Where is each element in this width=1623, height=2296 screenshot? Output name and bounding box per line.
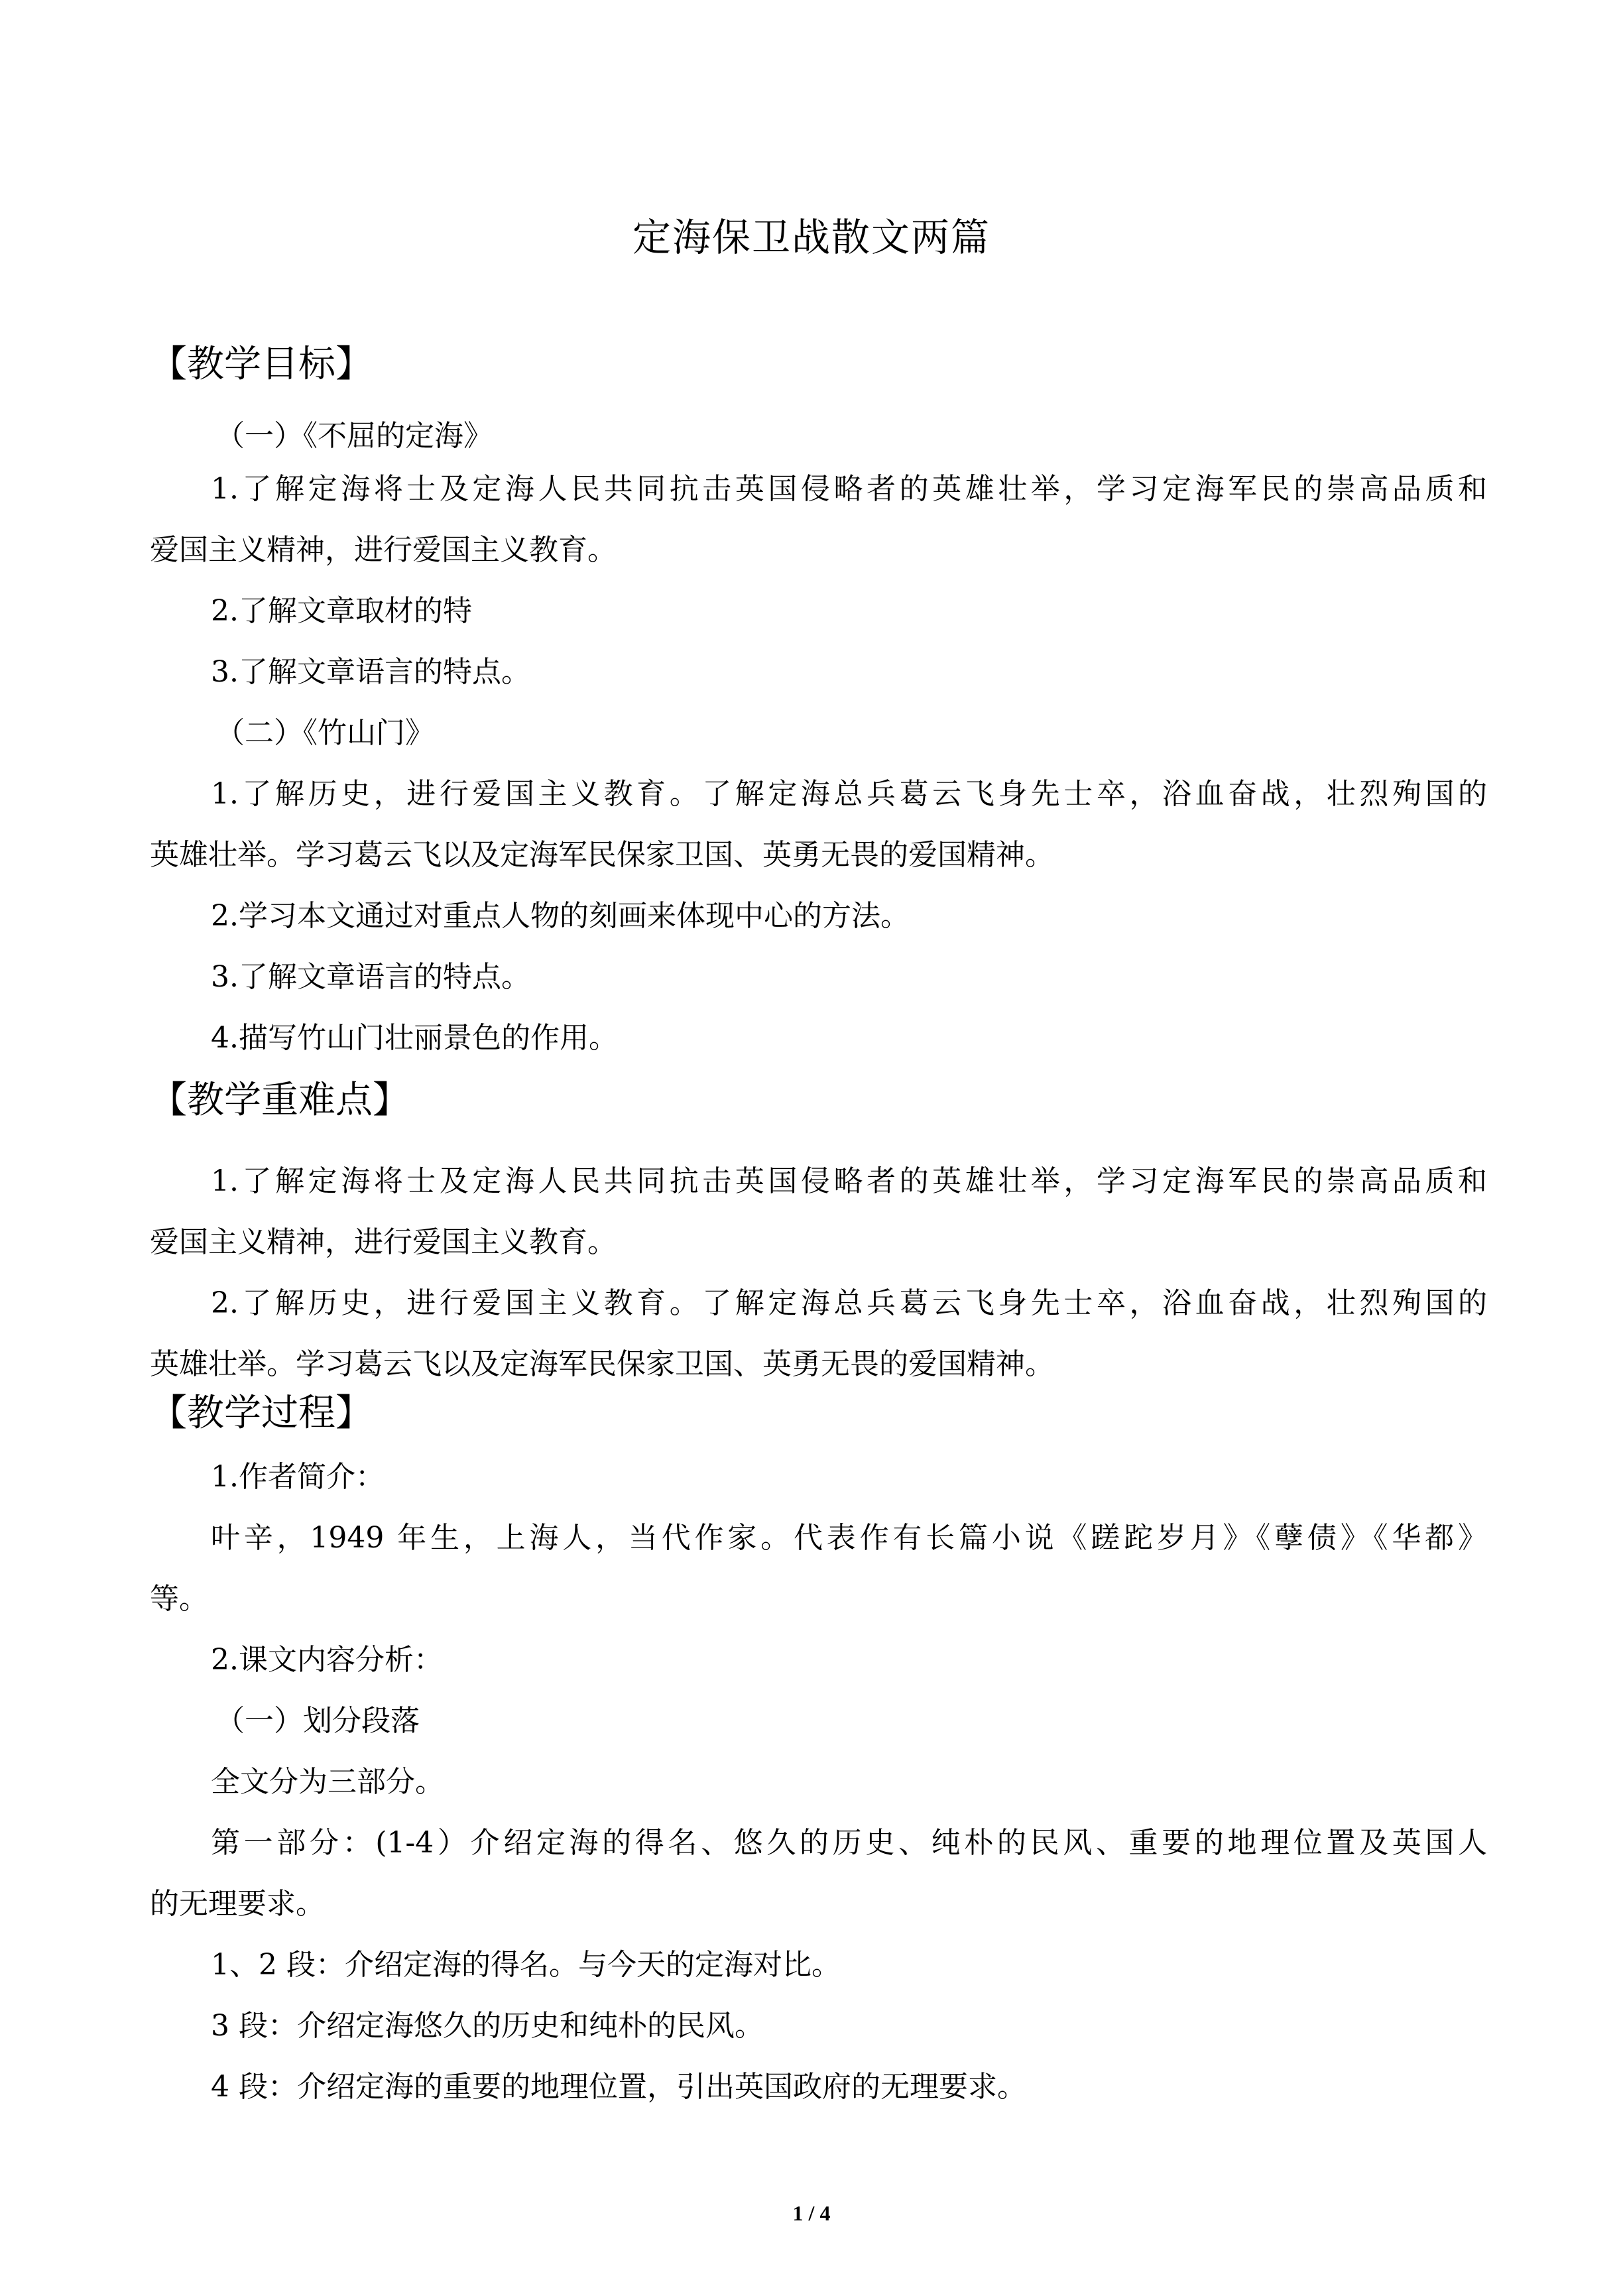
process-division-title: （一）划分段落: [215, 1704, 420, 1738]
section-heading-key-points: 【教学重难点】: [150, 1079, 410, 1122]
document-title: 定海保卫战散文两篇: [632, 215, 991, 260]
process-author-line2: 等。: [150, 1582, 208, 1616]
process-author-title: 1.作者简介：: [211, 1460, 385, 1494]
process-analysis-title: 2.课文内容分析：: [211, 1643, 443, 1677]
objectives-part1-item1-line2: 爱国主义精神，进行爱国主义教育。: [150, 533, 617, 567]
objectives-part1-item3: 3.了解文章语言的特点。: [211, 655, 530, 689]
objectives-part2-item2: 2.学习本文通过对重点人物的刻画来体现中心的方法。: [211, 899, 910, 933]
process-part-one-line1: 第一部分：(1-4）介绍定海的得名、悠久的历史、纯朴的民风、重要的地理位置及英国人: [211, 1826, 1487, 1860]
objectives-part2-title: （二）《竹山门》: [215, 716, 434, 750]
objectives-part1-item2: 2.了解文章取材的特: [211, 594, 472, 628]
process-part-one-line2: 的无理要求。: [150, 1887, 325, 1921]
objectives-part2-item4: 4.描写竹山门壮丽景色的作用。: [211, 1021, 618, 1055]
process-para-3: 3 段：介绍定海悠久的历史和纯朴的民风。: [211, 2009, 764, 2043]
section-heading-process: 【教学过程】: [150, 1392, 373, 1435]
process-para-1-2: 1、2 段：介绍定海的得名。与今天的定海对比。: [211, 1948, 841, 1982]
key-points-item2-line1: 2.了解历史，进行爱国主义教育。了解定海总兵葛云飞身先士卒，浴血奋战，壮烈殉国的: [211, 1286, 1487, 1320]
objectives-part1-item1-line1: 1.了解定海将士及定海人民共同抗击英国侵略者的英雄壮举，学习定海军民的崇高品质和: [211, 472, 1487, 506]
objectives-part1-title: （一）《不屈的定海》: [215, 419, 493, 453]
key-points-item1-line2: 爱国主义精神，进行爱国主义教育。: [150, 1225, 617, 1259]
objectives-part2-item3: 3.了解文章语言的特点。: [211, 960, 530, 994]
key-points-item1-line1: 1.了解定海将士及定海人民共同抗击英国侵略者的英雄壮举，学习定海军民的崇高品质和: [211, 1164, 1487, 1198]
page-number: 1 / 4: [792, 2201, 831, 2225]
key-points-item2-line2: 英雄壮举。学习葛云飞以及定海军民保家卫国、英勇无畏的爱国精神。: [150, 1347, 1054, 1381]
section-heading-objectives: 【教学目标】: [150, 343, 373, 386]
process-author-line1: 叶辛，1949 年生，上海人，当代作家。代表作有长篇小说《蹉跎岁月》《孽债》《华都》: [211, 1521, 1487, 1555]
process-para-4: 4 段：介绍定海的重要的地理位置，引出英国政府的无理要求。: [211, 2070, 1026, 2104]
objectives-part2-item1-line1: 1.了解历史，进行爱国主义教育。了解定海总兵葛云飞身先士卒，浴血奋战，壮烈殉国的: [211, 777, 1487, 811]
objectives-part2-item1-line2: 英雄壮举。学习葛云飞以及定海军民保家卫国、英勇无畏的爱国精神。: [150, 838, 1054, 872]
process-division-summary: 全文分为三部分。: [211, 1765, 444, 1799]
